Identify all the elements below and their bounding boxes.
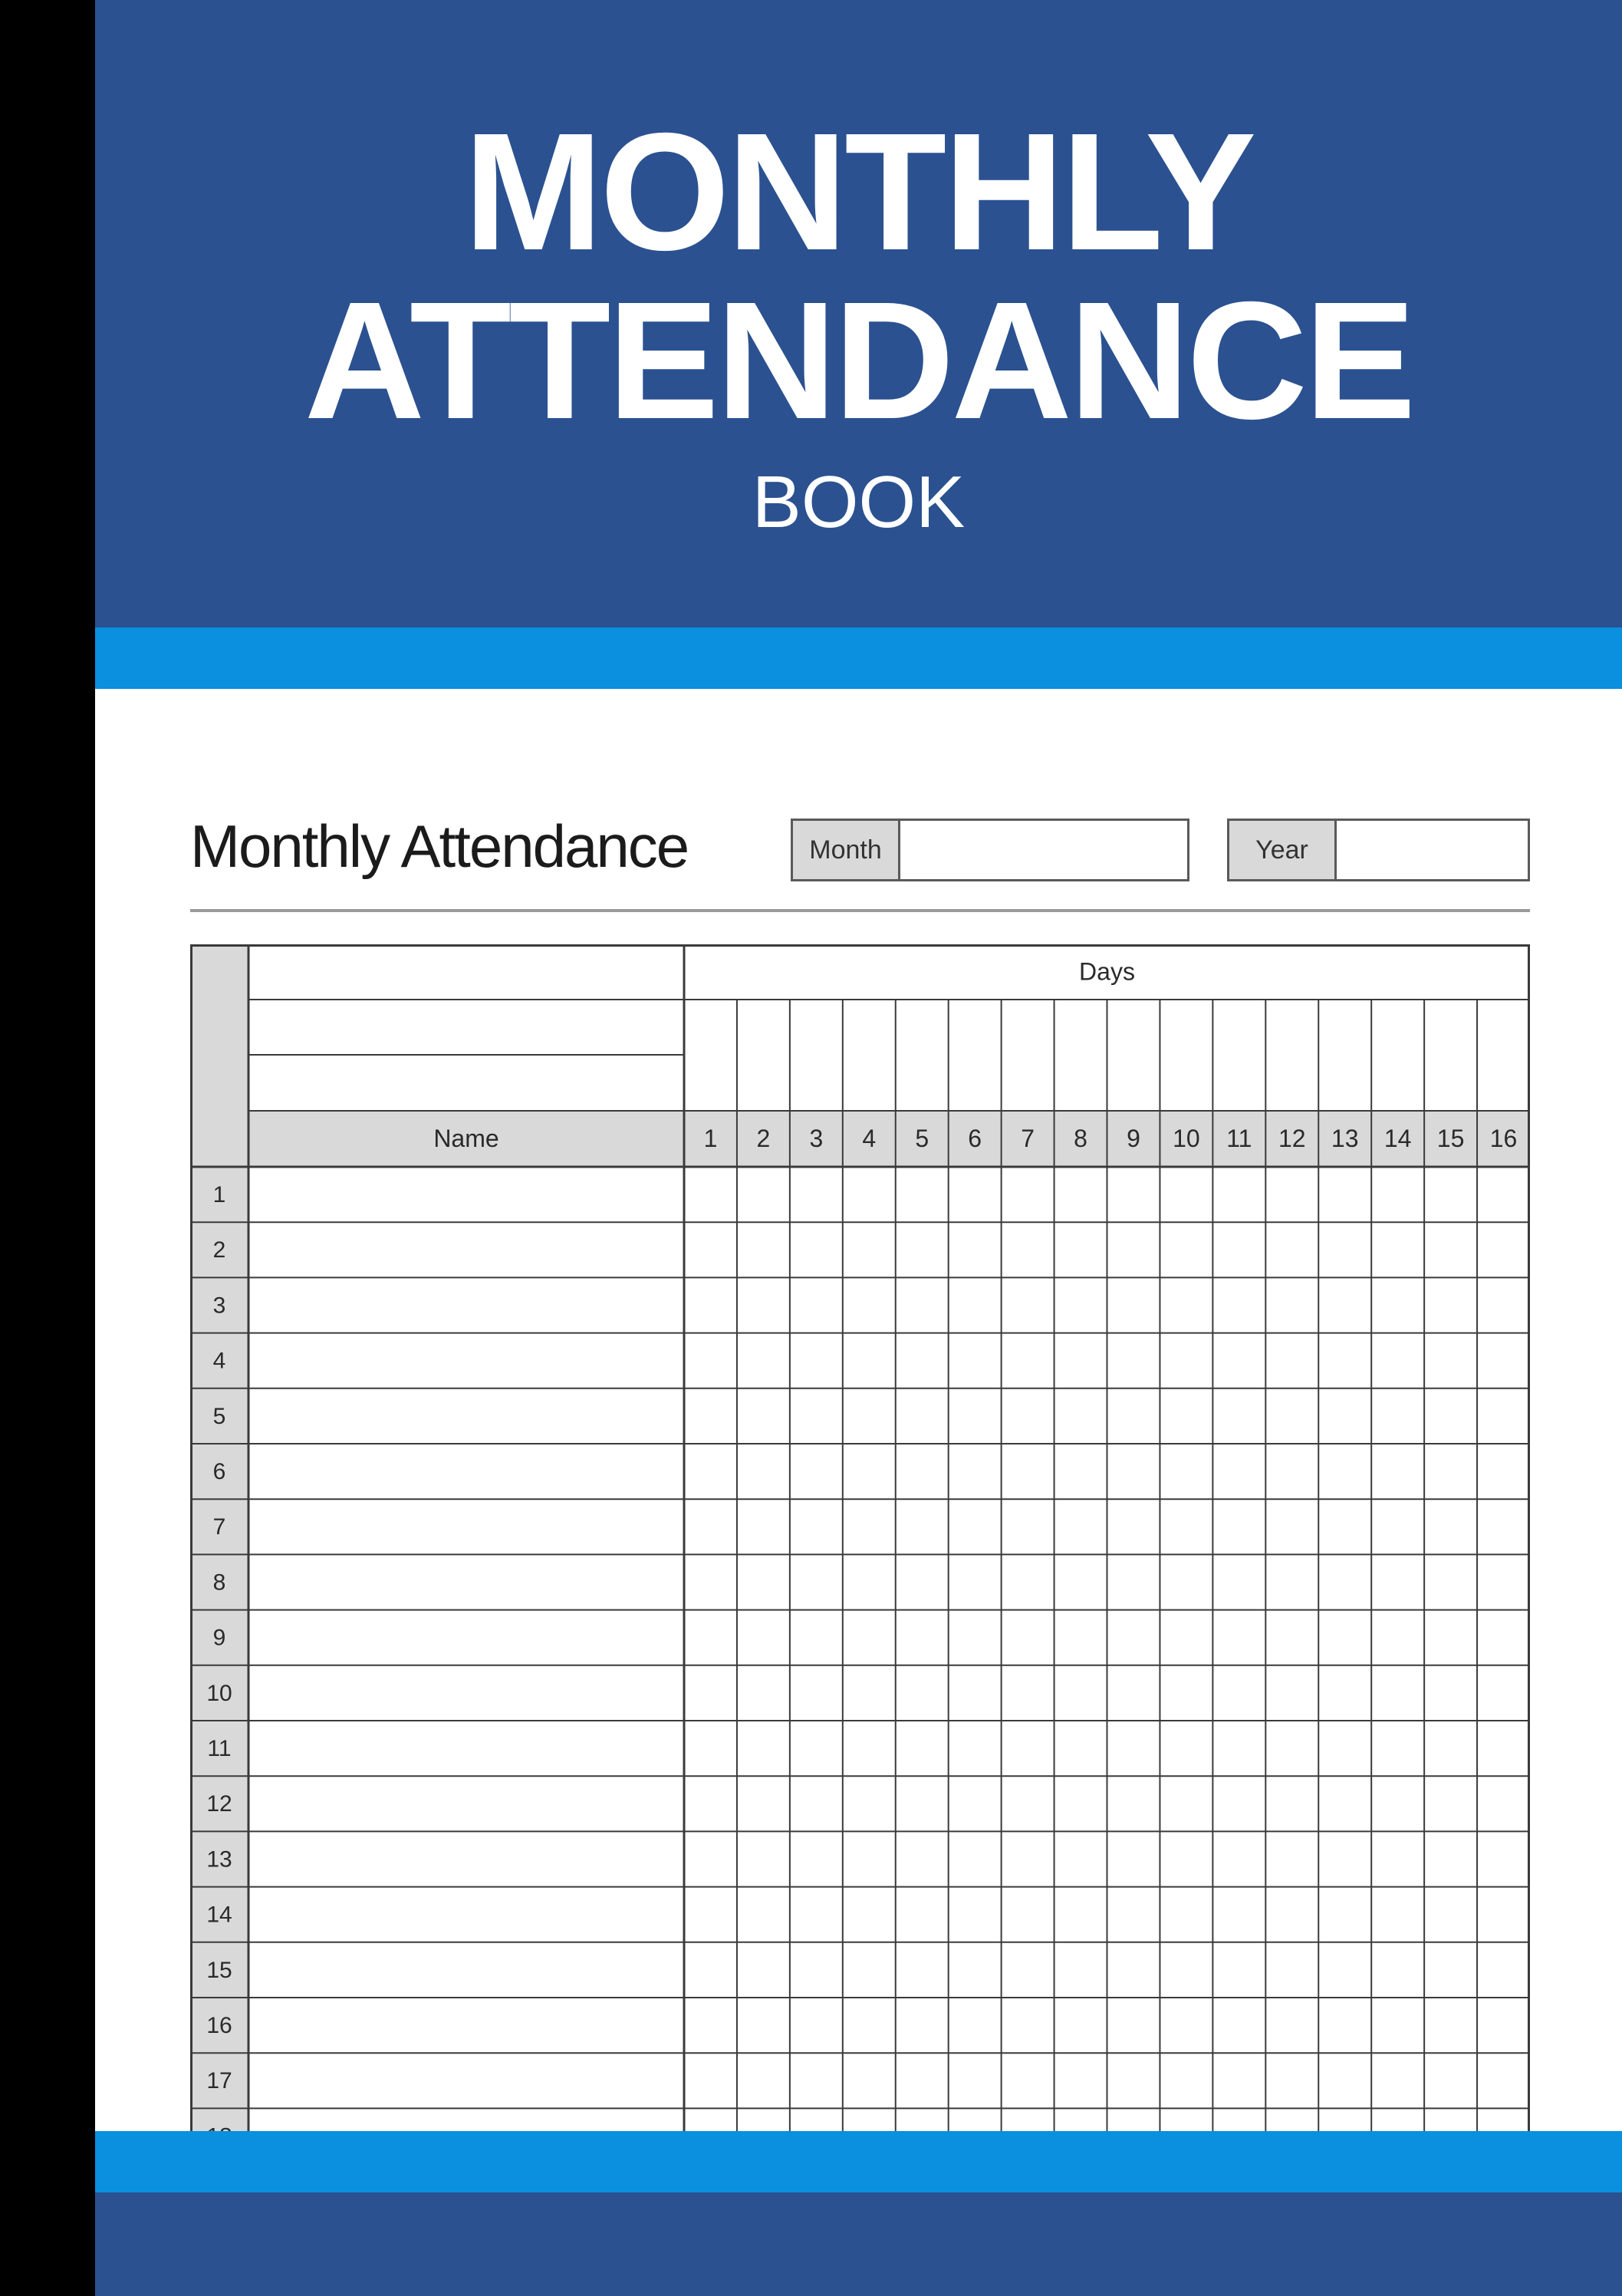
cover-top-stripe	[95, 628, 1622, 689]
day-number-13: 13	[1331, 1124, 1359, 1152]
month-label: Month	[793, 821, 900, 879]
attendance-sheet	[95, 689, 1622, 2131]
row-number-12: 12	[206, 1791, 232, 1817]
day-number-7: 7	[1021, 1124, 1035, 1152]
day-number-8: 8	[1074, 1124, 1087, 1152]
cover-title-line2: ATTENDANCE	[304, 268, 1413, 454]
row-number-1: 1	[212, 1182, 226, 1208]
day-number-6: 6	[968, 1124, 982, 1152]
sheet-heading: Monthly Attendance	[190, 812, 689, 880]
row-number-2: 2	[212, 1237, 226, 1263]
row-number-15: 15	[206, 1957, 232, 1983]
day-number-14: 14	[1383, 1124, 1412, 1152]
row-number-3: 3	[212, 1293, 226, 1319]
cover-title-line1: MONTHLY	[463, 99, 1254, 285]
day-number-5: 5	[915, 1124, 929, 1152]
attendance-table	[190, 944, 1530, 2172]
heading-divider	[190, 909, 1530, 912]
day-number-1: 1	[703, 1124, 718, 1152]
cover-bottom-band	[95, 2192, 1622, 2296]
day-number-2: 2	[756, 1124, 771, 1152]
cover-subtitle: BOOK	[752, 461, 966, 543]
month-input[interactable]	[900, 821, 1187, 879]
row-number-7: 7	[212, 1514, 226, 1540]
row-number-4: 4	[212, 1348, 226, 1374]
row-number-14: 14	[206, 1902, 232, 1928]
row-number-16: 16	[206, 2013, 232, 2039]
day-number-3: 3	[809, 1124, 824, 1152]
row-number-17: 17	[206, 2068, 232, 2094]
book-spine	[0, 0, 95, 2296]
name-header: Name	[433, 1124, 499, 1152]
row-number-13: 13	[206, 1846, 232, 1873]
day-number-12: 12	[1278, 1124, 1306, 1152]
day-number-9: 9	[1127, 1124, 1140, 1152]
days-header: Days	[1079, 957, 1135, 986]
year-input[interactable]	[1337, 821, 1528, 879]
day-number-11: 11	[1226, 1124, 1252, 1152]
row-number-10: 10	[206, 1680, 232, 1706]
row-number-11: 11	[207, 1736, 232, 1762]
year-label: Year	[1229, 821, 1337, 879]
day-number-10: 10	[1173, 1124, 1200, 1152]
day-number-16: 16	[1489, 1124, 1518, 1152]
month-field[interactable]	[791, 819, 1189, 881]
row-number-6: 6	[212, 1459, 226, 1485]
day-number-15: 15	[1436, 1124, 1465, 1152]
row-number-5: 5	[212, 1403, 226, 1429]
row-number-8: 8	[212, 1570, 226, 1596]
year-field[interactable]	[1227, 819, 1530, 881]
row-number-9: 9	[212, 1625, 226, 1651]
day-number-4: 4	[862, 1124, 877, 1152]
cover-bottom-stripe	[95, 2131, 1622, 2192]
